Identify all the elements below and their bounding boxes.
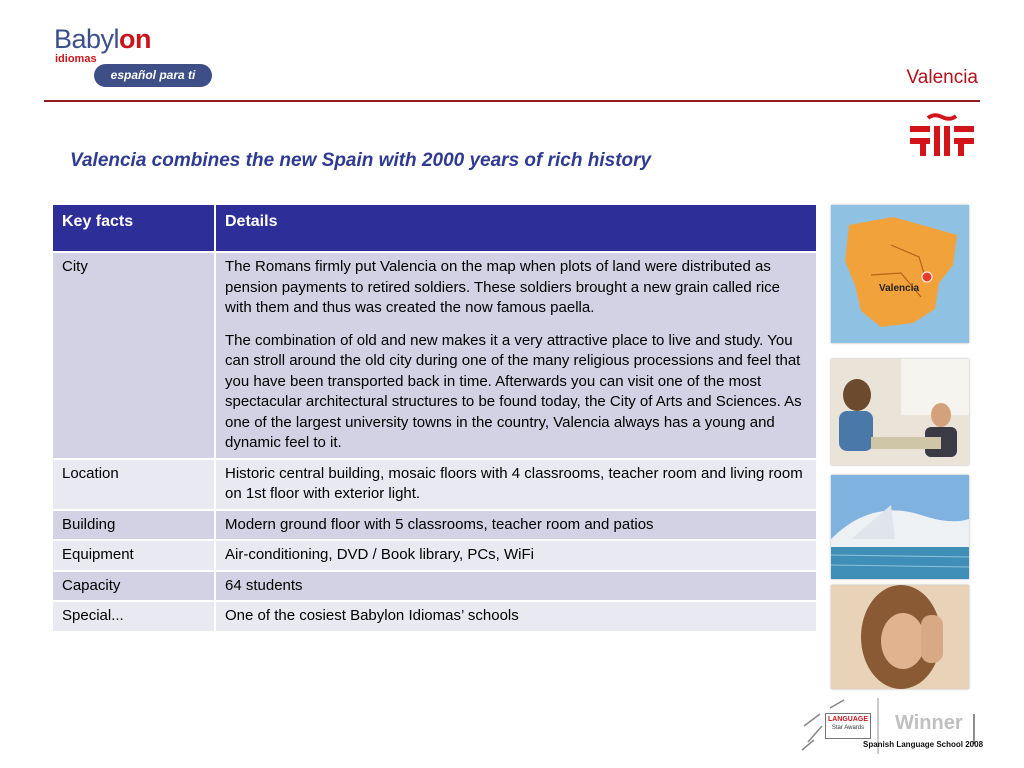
- column-header-details: Details: [215, 204, 817, 252]
- row-value: Historic central building, mosaic floors with 4 classrooms, teacher room and living room on 1st floor with exterior light.: [215, 459, 817, 510]
- header-divider: [44, 100, 980, 102]
- logo-tagline: español para ti: [94, 64, 212, 87]
- award-logo-line1: LANGUAGE: [827, 716, 869, 723]
- table-row: [52, 252, 817, 459]
- row-key: Capacity: [52, 571, 215, 602]
- row-key: Building: [52, 510, 215, 541]
- babylon-logo: [54, 24, 224, 90]
- table-row: [52, 459, 817, 510]
- classroom-photo: [831, 359, 969, 465]
- row-value: One of the cosiest Babylon Idiomas’ schools: [215, 601, 817, 632]
- award-badge-area: [800, 696, 984, 756]
- spain-map-photo: [831, 205, 969, 343]
- city-of-arts-photo: [831, 475, 969, 579]
- logo-wordmark: Babylon: [54, 24, 152, 54]
- award-logo: [825, 713, 871, 739]
- page-headline: Valencia combines the new Spain with 2000 years of rich history: [70, 150, 652, 171]
- row-key: City: [52, 252, 215, 459]
- row-key: Special...: [52, 601, 215, 632]
- table-row: [52, 601, 817, 632]
- row-value: [215, 252, 817, 459]
- column-header-key: Key facts: [52, 204, 215, 252]
- row-key: Equipment: [52, 540, 215, 571]
- table-row: [52, 540, 817, 571]
- table-row: [52, 510, 817, 541]
- row-paragraph: The Romans firmly put Valencia on the map when plots of land were distributed as pension payments to retired soldiers. These soldiers brought a new grain called rice with them and thus was created the now famous paella.: [225, 258, 781, 316]
- award-logo-line2: Star Awards: [831, 725, 865, 731]
- page-label: Valencia: [906, 67, 978, 88]
- row-value: Modern ground floor with 5 classrooms, teacher room and patios: [215, 510, 817, 541]
- map-label: Valencia: [879, 283, 920, 294]
- table-row: [52, 571, 817, 602]
- logo-sub: idiomas: [55, 53, 97, 65]
- row-value: 64 students: [215, 571, 817, 602]
- cervantes-emblem-icon: [906, 112, 978, 160]
- student-photo: [831, 585, 969, 689]
- row-key: Location: [52, 459, 215, 510]
- row-value: Air-conditioning, DVD / Book library, PCs, WiFi: [215, 540, 817, 571]
- award-winner-text: Winner: [895, 712, 963, 734]
- key-facts-table: [51, 203, 818, 633]
- table-header-row: [52, 204, 817, 252]
- row-paragraph: The combination of old and new makes it a very attractive place to live and study. You can stroll around the old city during one of the many religious processions and feel that you have been transported back in time. Afterwards you can visit one of the most spectacular architectural structures to be found today, the City of Arts and Sciences. As one of the largest university towns in the country, Valencia always has a young and dynamic feel to it.: [225, 331, 802, 451]
- award-subtitle: Spanish Language School 2008: [863, 740, 984, 749]
